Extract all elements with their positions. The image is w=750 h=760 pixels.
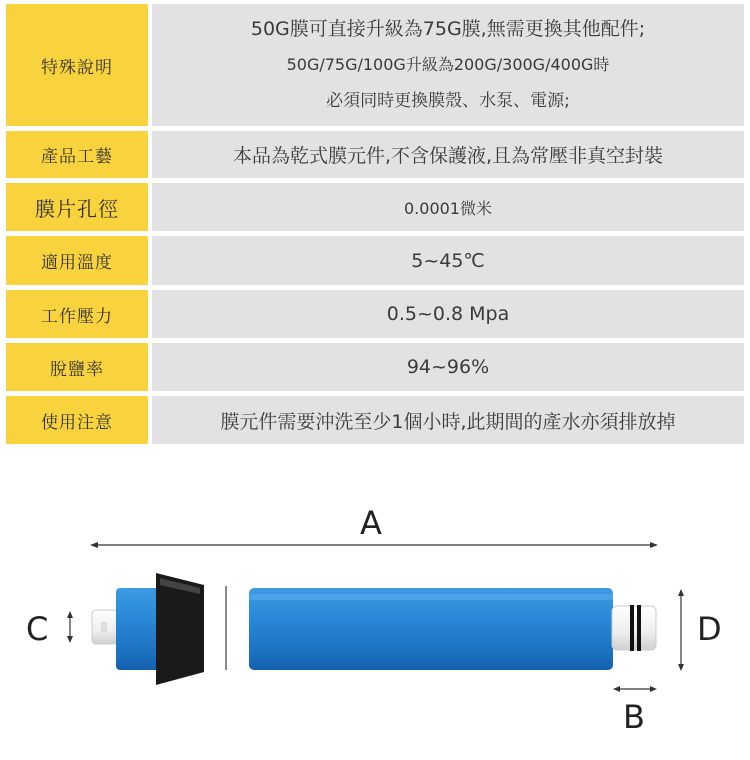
left-fitting <box>92 610 118 644</box>
dimension-c-label: C <box>26 610 49 648</box>
spec-value: 膜元件需要沖洗至少1個小時,此期間的產水亦須排放掉 <box>152 396 744 444</box>
dimension-b-arrow <box>613 686 657 692</box>
spec-value: 本品為乾式膜元件,不含保護液,且為常壓非真空封裝 <box>152 131 744 178</box>
dimension-a-arrow <box>90 542 658 548</box>
dimension-d-arrow <box>678 589 684 671</box>
spec-value <box>152 4 744 126</box>
spec-value: 0.5~0.8 Mpa <box>152 290 744 338</box>
dimension-c-arrow <box>67 611 73 643</box>
spec-value: 5~45℃ <box>152 236 744 285</box>
spec-value-line: 必須同時更換膜殼、水泵、電源; <box>326 91 570 111</box>
dimension-a-label: A <box>360 504 382 542</box>
spec-value-line: 50G膜可直接升級為75G膜,無需更換其他配件; <box>250 18 646 40</box>
spec-label: 特殊說明 <box>6 4 148 126</box>
spec-label: 產品工藝 <box>6 131 148 178</box>
spec-label: 工作壓力 <box>6 290 148 338</box>
membrane-body <box>249 588 613 670</box>
left-membrane-end <box>116 588 160 670</box>
spec-value: 0.0001微米 <box>152 183 744 231</box>
spec-label: 膜片孔徑 <box>6 183 148 231</box>
dimension-d-label: D <box>697 610 722 648</box>
spec-label: 脫鹽率 <box>6 343 148 391</box>
spec-value: 94~96% <box>152 343 744 391</box>
spec-label: 適用溫度 <box>6 236 148 285</box>
spec-label: 使用注意 <box>6 396 148 444</box>
spec-value-line: 50G/75G/100G升級為200G/300G/400G時 <box>286 55 610 74</box>
dimension-b-label: B <box>623 698 645 736</box>
membrane-dimension-diagram <box>0 460 750 756</box>
right-fitting <box>612 605 656 651</box>
